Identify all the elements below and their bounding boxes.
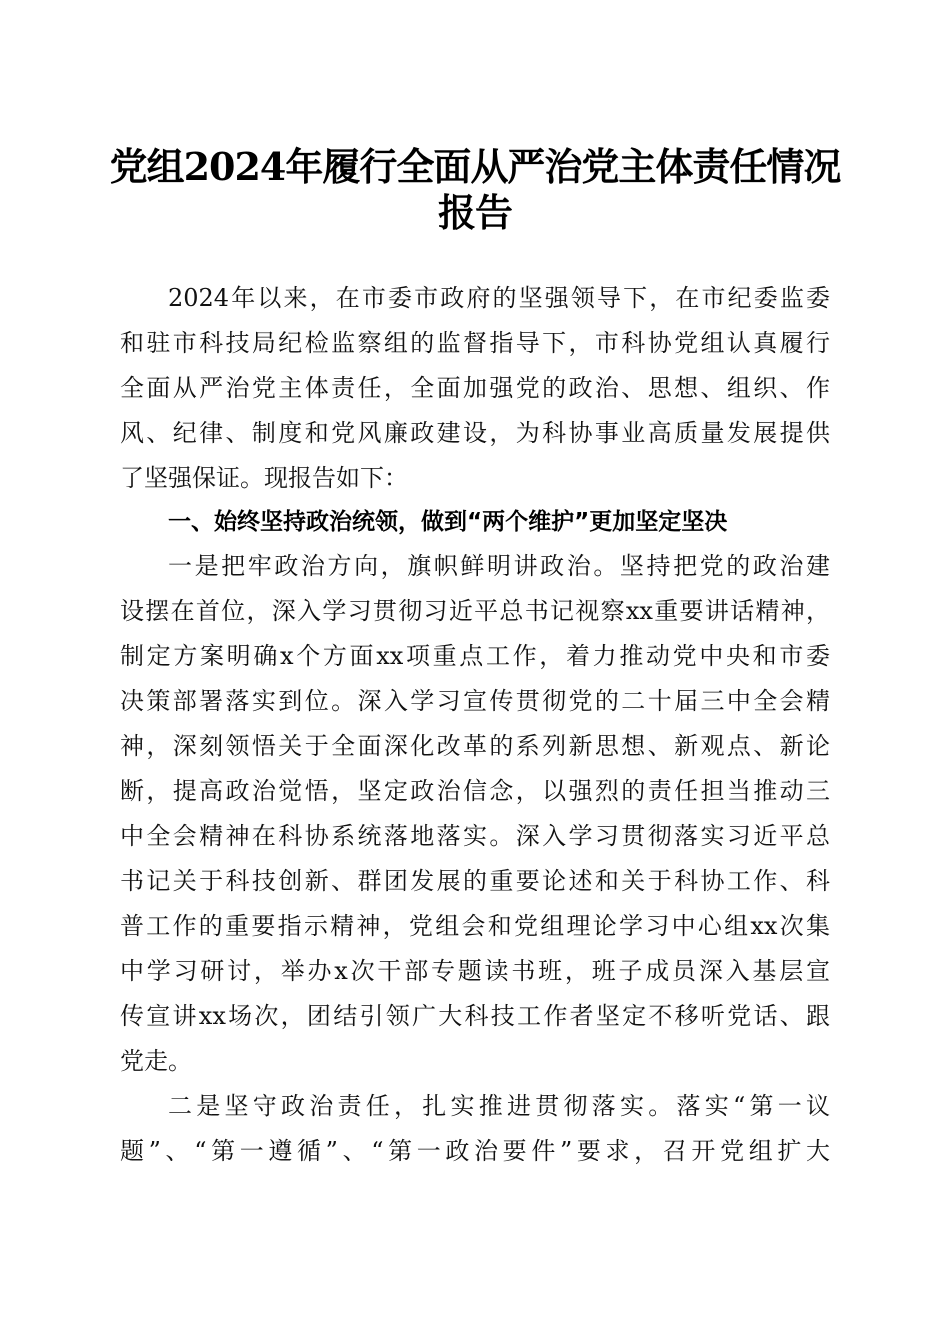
intro-line: 全面从严治党主体责任，全面加强党的政治、思想、组织、作 bbox=[120, 374, 830, 402]
document-title-line-1: 党组2024年履行全面从严治党主体责任情况 bbox=[109, 144, 841, 189]
item-1-line: 中学习研讨，举办x次干部专题读书班，班子成员深入基层宣 bbox=[120, 957, 830, 985]
item-2-line: 题”、“第一遵循”、“第一政治要件”要求，召开党组扩大 bbox=[120, 1137, 830, 1165]
intro-line: 风、纪律、制度和党风廉政建设，为科协事业高质量发展提供 bbox=[120, 419, 830, 447]
section-1-heading: 一、始终坚持政治统领，做到“两个维护”更加坚定坚决 bbox=[168, 509, 728, 535]
item-1-line: 书记关于科技创新、群团发展的重要论述和关于科协工作、科 bbox=[120, 867, 830, 895]
item-1-line: 神，深刻领悟关于全面深化改革的系列新思想、新观点、新论 bbox=[120, 732, 830, 760]
document-title-line-2: 报告 bbox=[437, 190, 512, 235]
intro-line: 2024年以来，在市委市政府的坚强领导下，在市纪委监委 bbox=[168, 284, 830, 312]
item-1-line: 党走。 bbox=[120, 1047, 192, 1075]
item-1-line: 一是把牢政治方向，旗帜鲜明讲政治。坚持把党的政治建 bbox=[168, 552, 830, 580]
item-1-line: 设摆在首位，深入学习贯彻习近平总书记视察xx重要讲话精神， bbox=[120, 597, 830, 625]
intro-line: 了坚强保证。现报告如下： bbox=[120, 464, 408, 492]
intro-line: 和驻市科技局纪检监察组的监督指导下，市科协党组认真履行 bbox=[120, 329, 830, 357]
item-1-line: 普工作的重要指示精神，党组会和党组理论学习中心组xx次集 bbox=[120, 912, 830, 940]
item-1-line: 断，提高政治觉悟，坚定政治信念，以强烈的责任担当推动三 bbox=[120, 777, 830, 805]
item-2-line: 二是坚守政治责任，扎实推进贯彻落实。落实“第一议 bbox=[168, 1092, 830, 1120]
item-1-line: 制定方案明确x个方面xx项重点工作，着力推动党中央和市委 bbox=[120, 642, 830, 670]
item-1-line: 决策部署落实到位。深入学习宣传贯彻党的二十届三中全会精 bbox=[120, 687, 830, 715]
item-1-line: 传宣讲xx场次，团结引领广大科技工作者坚定不移听党话、跟 bbox=[120, 1002, 830, 1030]
item-1-line: 中全会精神在科协系统落地落实。深入学习贯彻落实习近平总 bbox=[120, 822, 830, 850]
